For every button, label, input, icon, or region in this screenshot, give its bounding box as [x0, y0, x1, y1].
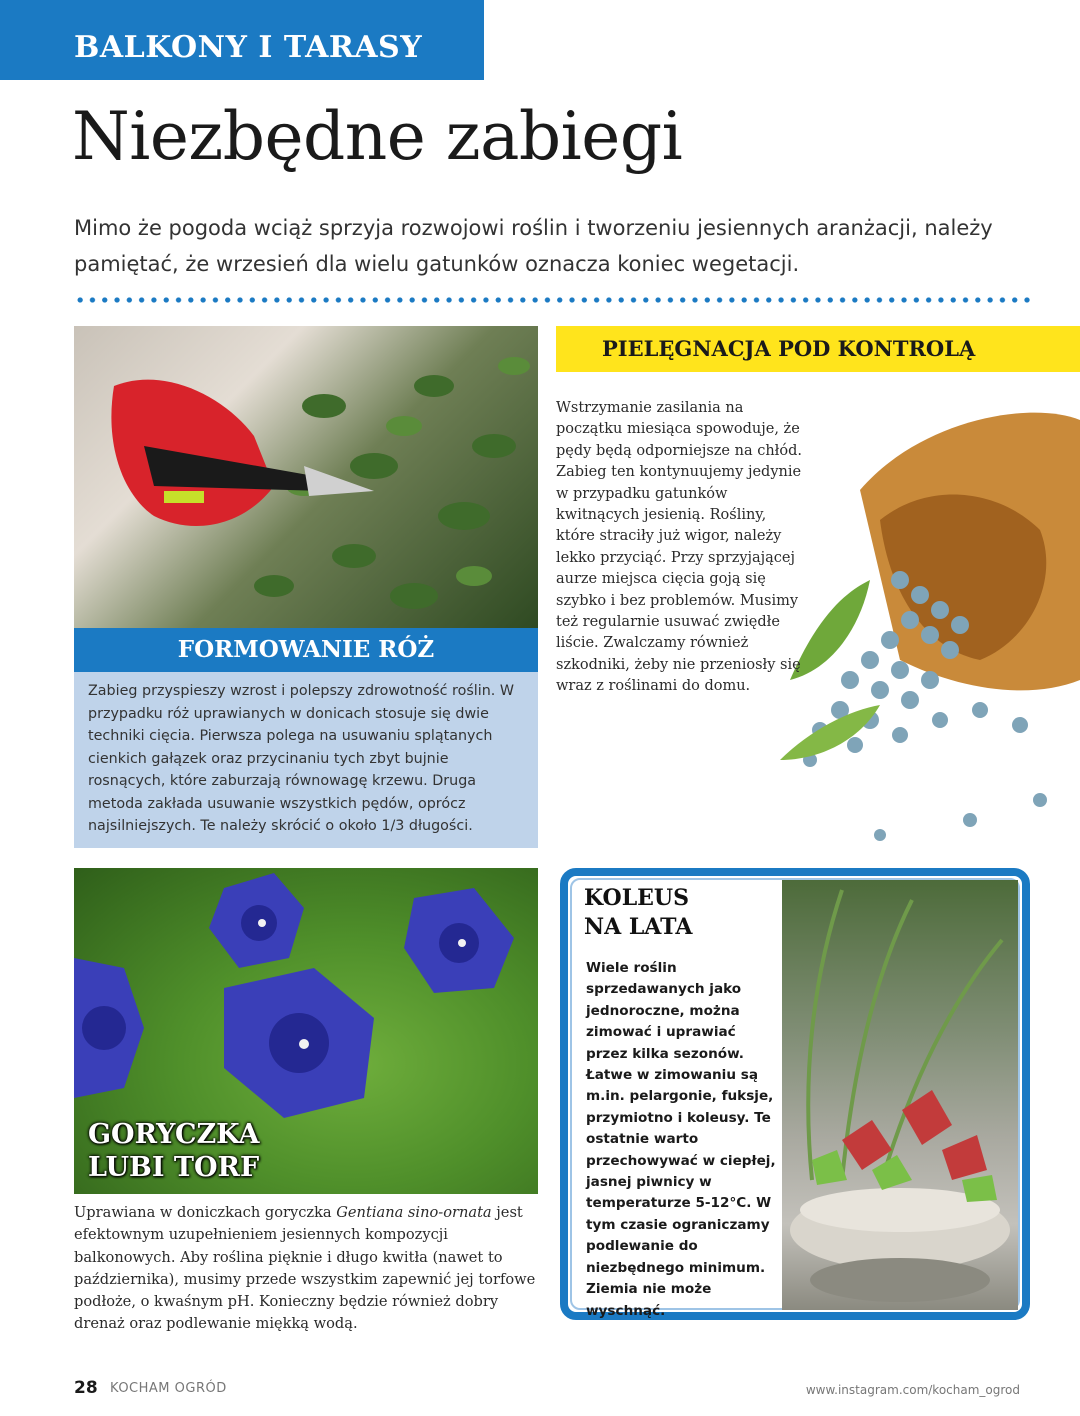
gentian-heading: [88, 1118, 260, 1184]
care-heading: PIELĘGNACJA POD KONTROLĄ: [602, 336, 976, 361]
coleus-heading: [584, 884, 692, 942]
page-number: 28: [74, 1378, 98, 1398]
roses-heading: FORMOWANIE RÓŻ: [177, 636, 435, 663]
coleus-photo: [782, 880, 1018, 1310]
section-tab: [0, 0, 484, 80]
gentian-heading-line1: GORYCZKA: [88, 1119, 260, 1150]
instagram-link[interactable]: www.instagram.com/kocham_ogrod: [805, 1383, 1020, 1397]
coleus-heading-line1: KOLEUS: [584, 885, 690, 911]
gentian-body-text: [74, 1202, 544, 1336]
coleus-heading-line2: NA LATA: [584, 914, 693, 940]
roses-heading-bar: [74, 628, 538, 672]
gentian-latin-name: Gentiana sino-ornata: [336, 1204, 492, 1221]
gentian-body-start: Uprawiana w doniczkach goryczka: [74, 1204, 337, 1221]
coleus-body-text: Wiele roślin sprzedawanych jako jednoroczne, można zimować i uprawiać przez kilka sezonów. Łatwe w zimowaniu są m.in. pelargonie, fuksje, przymiotno i koleusy. Te ostatnie warto przechowywać w ciepłej, jasnej piwnicy w temperaturze 5-12°C. W tym czasie ograniczamy podlewanie do niezbędnego minimum. Ziemia nie może wyschnąć.: [586, 960, 776, 1319]
lead-paragraph: Mimo że pogoda wciąż sprzyja rozwojowi roślin i tworzeniu jesiennych aranżacji, należy pamiętać, że wrzesień dla wielu gatunków oznacza koniec wegetacji.: [74, 216, 993, 276]
section-label: BALKONY I TARASY: [74, 30, 423, 65]
roses-text-box: [74, 672, 538, 848]
magazine-name: KOCHAM OGRÓD: [110, 1381, 227, 1396]
dotted-divider: [74, 296, 1030, 304]
page-title: Niezbędne zabiegi: [72, 98, 683, 175]
fertilizer-photo: [780, 380, 1080, 850]
pruning-roses-photo: [74, 326, 538, 628]
roses-body-text: Zabieg przyspieszy wzrost i polepszy zdrowotność roślin. W przypadku róż uprawianych w donicach stosuje się dwie techniki cięcia. Pierwsza polega na usuwaniu splątanych cienkich gałązek oraz przycinaniu tych zbyt bujnie rosnących, które zaburzają równowagę krzewu. Druga metoda zakłada usuwanie wszystkich pędów, oprócz najsilniejszych. Te należy skrócić o około 1/3 długości.: [88, 683, 515, 834]
care-heading-bar: [556, 326, 1080, 372]
gentian-body-end: jest efektownym uzupełnieniem jesiennych kompozycji balkonowych. Aby roślina pięknie i długo kwitła (nawet to października), musimy przede wszystkim zapewnić jej torfowe podłoże, o kwaśnym pH. Konieczny będzie również dobry drenaż oraz podlewanie miękką wodą.: [74, 1204, 536, 1333]
care-body-text: Wstrzymanie zasilania na początku miesiąca spowoduje, że pędy będą odporniejsze na chłód. Zabieg ten kontynuujemy jedynie w przypadku gatunków kwitnących jesienią. Rośliny, które straciły już wigor, należy lekko przyciąć. Przy sprzyjającej aurze miejsca cięcia goją się szybko i bez problemów. Musimy też regularnie usuwać zwiędłe liście. Zwalczamy również szkodniki, żeby nie przeniosły się wraz z roślinami do domu.: [556, 400, 802, 695]
gentian-heading-line2: LUBI TORF: [88, 1152, 260, 1183]
